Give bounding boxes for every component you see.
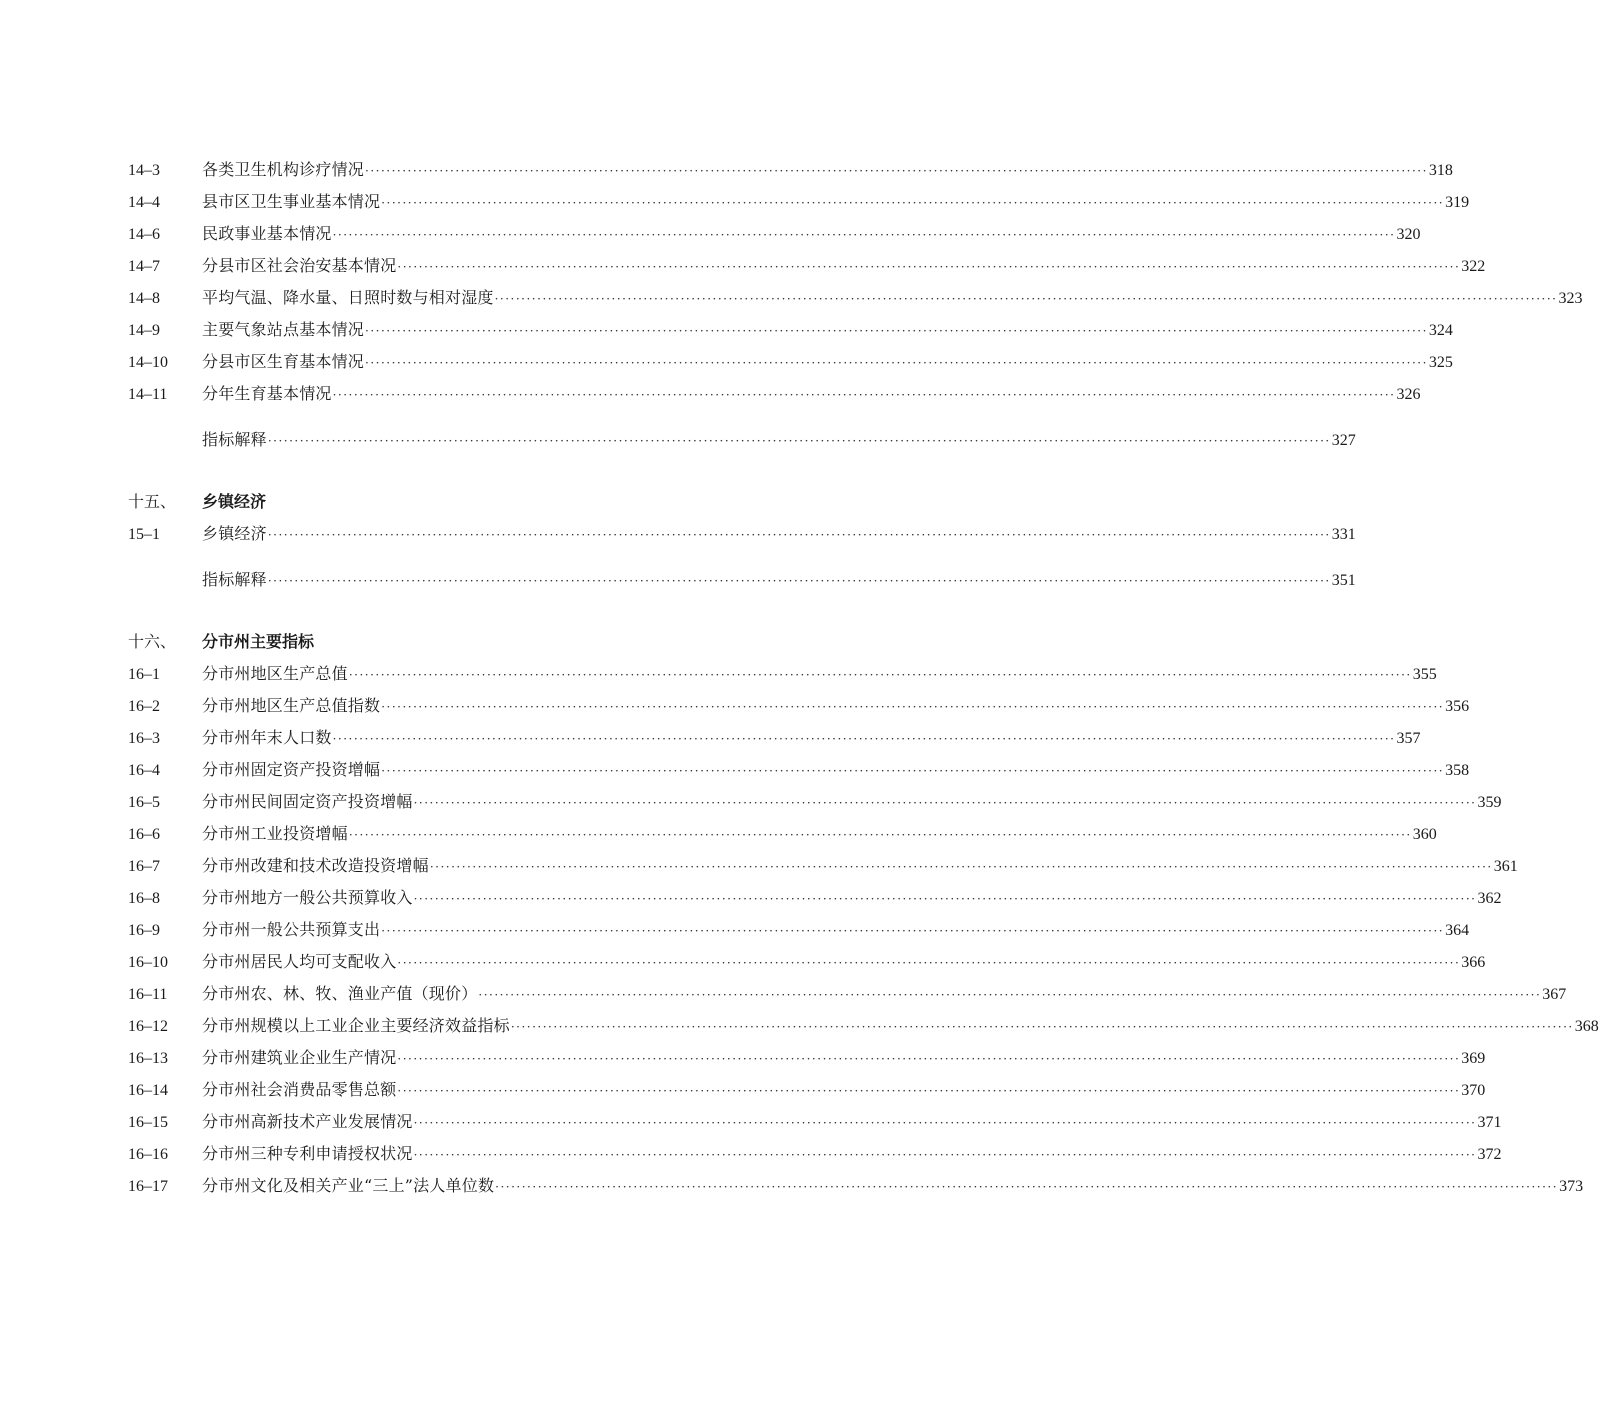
toc-block-16: [128, 658, 1599, 1202]
toc-entry[interactable]: [128, 946, 1486, 978]
section-number: 十五、: [128, 492, 177, 511]
dot-leader: ········································································································································································································: [397, 260, 1461, 274]
toc-entry-number: 16–10: [128, 954, 168, 971]
toc-notes-15[interactable]: [128, 564, 1356, 596]
toc-entry[interactable]: [128, 346, 1453, 378]
dot-leader: ········································································································································································································: [397, 956, 1461, 970]
toc-entry-page: 361: [1493, 858, 1518, 875]
toc-entry-number: 16–8: [128, 890, 160, 907]
toc-entry-page: 320: [1396, 226, 1421, 243]
dot-leader: ········································································································································································································: [413, 1116, 1477, 1130]
toc-entry[interactable]: [128, 1042, 1486, 1074]
dot-leader: ········································································································································································································: [381, 700, 1445, 714]
dot-leader: ········································································································································································································: [413, 892, 1477, 906]
dot-leader: ········································································································································································································: [365, 164, 1428, 178]
toc-entry-number: 16–17: [128, 1178, 168, 1195]
toc-entry-title: 分市州年末人口数: [202, 728, 332, 747]
dot-leader: ········································································································································································································: [348, 668, 1412, 682]
dot-leader: ········································································································································································································: [413, 796, 1477, 810]
toc-entry[interactable]: [128, 690, 1470, 722]
toc-entry-title: 分市州民间固定资产投资增幅: [202, 792, 413, 811]
toc-entry[interactable]: [128, 282, 1583, 314]
dot-leader: ········································································································································································································: [332, 732, 1396, 746]
toc-entry-number: 16–4: [128, 762, 160, 779]
toc-entry-title: 分市州建筑业企业生产情况: [202, 1048, 397, 1067]
dot-leader: ········································································································································································································: [381, 924, 1445, 938]
toc-entry-page: 357: [1396, 730, 1421, 747]
toc-entry[interactable]: [128, 1138, 1502, 1170]
toc-entry-title: 分市州地方一般公共预算收入: [202, 888, 413, 907]
toc-entry-title: 分市州地区生产总值指数: [202, 696, 381, 715]
toc-entry-title: 分市州高新技术产业发展情况: [202, 1112, 413, 1131]
toc-entry[interactable]: [128, 378, 1421, 410]
toc-entry[interactable]: [128, 1074, 1486, 1106]
toc-entry[interactable]: [128, 1010, 1599, 1042]
toc-entry[interactable]: [128, 914, 1470, 946]
toc-entry-number: 16–2: [128, 698, 160, 715]
dot-leader: ········································································································································································································: [332, 228, 1396, 242]
toc-entry-page: 371: [1477, 1114, 1502, 1131]
toc-entry-title: 指标解释: [202, 430, 267, 449]
toc-entry-page: 326: [1396, 386, 1421, 403]
toc-entry-number: 16–11: [128, 986, 168, 1003]
toc-entry-title: 分市州居民人均可支配收入: [202, 952, 397, 971]
toc-entry[interactable]: [128, 658, 1437, 690]
toc-block-15: [128, 518, 1356, 550]
toc-entry-page: 372: [1477, 1146, 1502, 1163]
section-heading-15: [128, 486, 872, 518]
toc-entry[interactable]: [128, 1106, 1502, 1138]
toc-entry-title: 分县市区生育基本情况: [202, 352, 365, 371]
section-title: 分市州主要指标: [202, 632, 315, 651]
dot-leader: ········································································································································································································: [510, 1020, 1574, 1034]
toc-entry-page: 360: [1412, 826, 1437, 843]
toc-entry-page: 318: [1428, 162, 1453, 179]
dot-leader: ········································································································································································································: [348, 828, 1412, 842]
toc-entry[interactable]: [128, 850, 1518, 882]
dot-leader: ········································································································································································································: [413, 1148, 1477, 1162]
toc-entry[interactable]: [128, 186, 1470, 218]
toc-entry-number: 14–7: [128, 258, 160, 275]
toc-entry-title: 乡镇经济: [202, 524, 267, 543]
toc-entry-page: 322: [1461, 258, 1486, 275]
toc-entry[interactable]: [128, 218, 1421, 250]
toc-entry-title: 民政事业基本情况: [202, 224, 332, 243]
toc-entry-number: 16–13: [128, 1050, 168, 1067]
toc-entry[interactable]: [128, 722, 1421, 754]
toc-entry-number: 16–14: [128, 1082, 168, 1099]
toc-entry-title: 分市州农、林、牧、渔业产值（现价）: [202, 984, 478, 1003]
toc-entry-title: 分市州地区生产总值: [202, 664, 348, 683]
toc-entry-number: 16–7: [128, 858, 160, 875]
toc-entry-number: 16–1: [128, 666, 160, 683]
dot-leader: ········································································································································································································: [267, 574, 1331, 588]
toc-entry-page: 319: [1445, 194, 1470, 211]
dot-leader: ········································································································································································································: [267, 528, 1331, 542]
toc-entry-page: 358: [1445, 762, 1470, 779]
dot-leader: ········································································································································································································: [397, 1084, 1461, 1098]
toc-entry-title: 分市州改建和技术改造投资增幅: [202, 856, 429, 875]
toc-entry-page: 356: [1445, 698, 1470, 715]
toc-entry-page: 369: [1461, 1050, 1486, 1067]
dot-leader: ········································································································································································································: [381, 764, 1445, 778]
toc-entry-title: 分市州文化及相关产业“三上”法人单位数: [202, 1176, 495, 1195]
section-number: 十六、: [128, 632, 177, 651]
toc-entry[interactable]: [128, 754, 1470, 786]
toc-entry-number: 14–8: [128, 290, 160, 307]
toc-entry[interactable]: [128, 518, 1356, 550]
dot-leader: ········································································································································································································: [365, 356, 1428, 370]
toc-entry-title: 各类卫生机构诊疗情况: [202, 160, 365, 179]
toc-entry-page: 368: [1574, 1018, 1599, 1035]
dot-leader: ········································································································································································································: [332, 388, 1396, 402]
toc-entry-title: 平均气温、降水量、日照时数与相对湿度: [202, 288, 494, 307]
toc-entry[interactable]: [128, 1170, 1584, 1202]
toc-entry-number: 14–4: [128, 194, 160, 211]
toc-entry[interactable]: [128, 882, 1502, 914]
toc-entry-page: 373: [1559, 1178, 1584, 1195]
toc-entry-page: 323: [1558, 290, 1583, 307]
toc-entry-number: 16–15: [128, 1114, 168, 1131]
toc-entry-page: 367: [1542, 986, 1567, 1003]
dot-leader: ········································································································································································································: [495, 1180, 1559, 1194]
toc-entry-number: 14–11: [128, 386, 168, 403]
toc-entry[interactable]: [128, 818, 1437, 850]
toc-entry-title: 指标解释: [202, 570, 267, 589]
toc-entry[interactable]: [128, 250, 1486, 282]
table-of-contents: [128, 154, 1599, 1202]
toc-entry-page: 370: [1461, 1082, 1486, 1099]
toc-entry-title: 分市州工业投资增幅: [202, 824, 348, 843]
toc-entry-page: 362: [1477, 890, 1502, 907]
dot-leader: ········································································································································································································: [381, 196, 1445, 210]
dot-leader: ········································································································································································································: [397, 1052, 1461, 1066]
toc-entry-number: 16–6: [128, 826, 160, 843]
toc-entry[interactable]: [128, 978, 1567, 1010]
toc-entry-page: 364: [1445, 922, 1470, 939]
toc-notes-14[interactable]: [128, 424, 1356, 456]
toc-entry-title: 分市州固定资产投资增幅: [202, 760, 381, 779]
toc-entry-page: 325: [1428, 354, 1453, 371]
toc-entry-number: 16–3: [128, 730, 160, 747]
toc-entry-title: 县市区卫生事业基本情况: [202, 192, 381, 211]
toc-entry-title: 分市州规模以上工业企业主要经济效益指标: [202, 1016, 510, 1035]
toc-entry-title: 分市州一般公共预算支出: [202, 920, 381, 939]
section-heading-16: [128, 626, 872, 658]
toc-entry-title: 分年生育基本情况: [202, 384, 332, 403]
toc-entry-page: 366: [1461, 954, 1486, 971]
dot-leader: ········································································································································································································: [478, 988, 1542, 1002]
dot-leader: ········································································································································································································: [429, 860, 1493, 874]
toc-entry-title: 分市州三种专利申请授权状况: [202, 1144, 413, 1163]
dot-leader: ········································································································································································································: [267, 434, 1331, 448]
toc-entry-number: 14–3: [128, 162, 160, 179]
toc-entry[interactable]: [128, 314, 1453, 346]
toc-entry-number: 16–12: [128, 1018, 168, 1035]
toc-entry-number: 16–16: [128, 1146, 168, 1163]
toc-entry-page: 324: [1428, 322, 1453, 339]
toc-entry-number: 14–9: [128, 322, 160, 339]
dot-leader: ········································································································································································································: [365, 324, 1428, 338]
toc-entry-title: 分市州社会消费品零售总额: [202, 1080, 397, 1099]
toc-entry-page: 351: [1331, 572, 1356, 589]
toc-entry-title: 分县市区社会治安基本情况: [202, 256, 397, 275]
toc-entry-number: 14–6: [128, 226, 160, 243]
toc-entry-number: 16–5: [128, 794, 160, 811]
toc-entry-page: 327: [1331, 432, 1356, 449]
toc-entry-number: 16–9: [128, 922, 160, 939]
dot-leader: ········································································································································································································: [494, 292, 1558, 306]
toc-entry-title: 主要气象站点基本情况: [202, 320, 365, 339]
toc-entry-number: 14–10: [128, 354, 168, 371]
toc-entry[interactable]: [128, 786, 1502, 818]
toc-entry-number: 15–1: [128, 526, 160, 543]
toc-entry[interactable]: [128, 154, 1453, 186]
toc-entry-page: 359: [1477, 794, 1502, 811]
toc-block-14: [128, 154, 1583, 410]
toc-entry-page: 355: [1412, 666, 1437, 683]
section-title: 乡镇经济: [202, 492, 267, 511]
toc-entry-page: 331: [1331, 526, 1356, 543]
